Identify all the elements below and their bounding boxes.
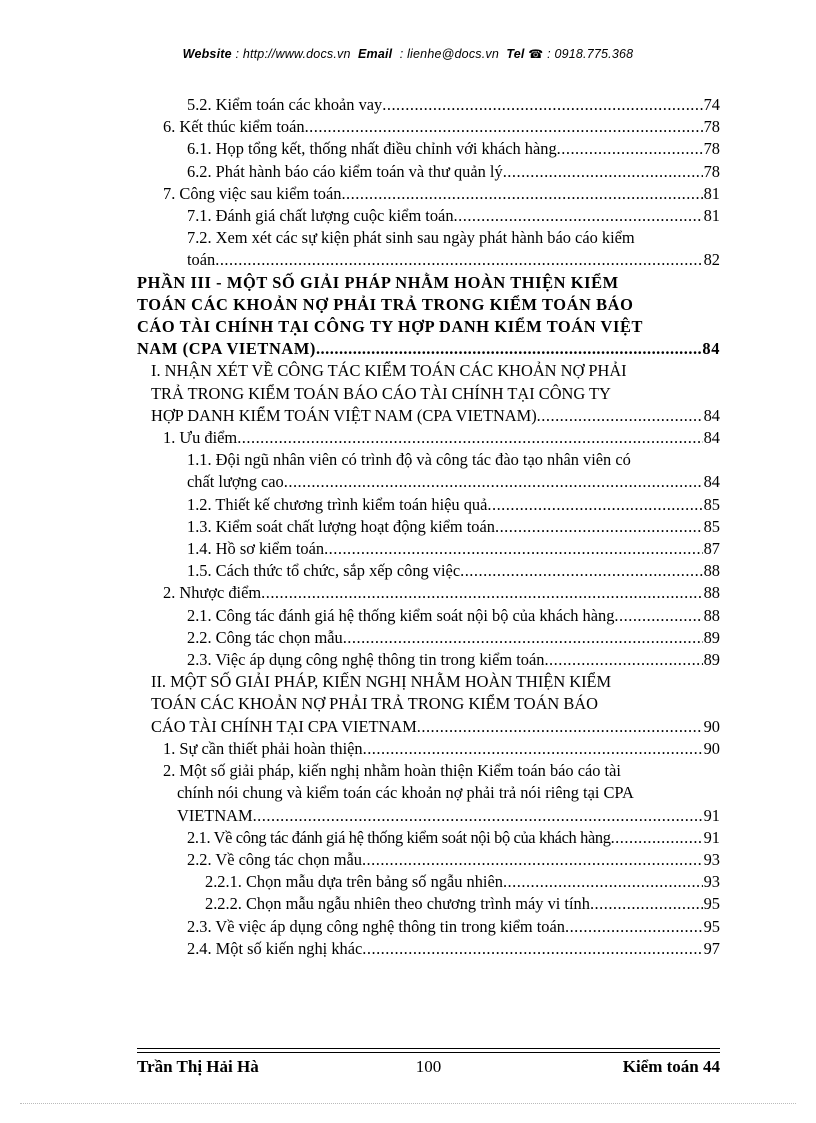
toc-entry[interactable]: 1.3. Kiểm soát chất lượng hoạt động kiểm toán ..... 85	[137, 516, 720, 538]
toc-entry[interactable]: 2. Một số giải pháp, kiến nghị nhằm hoàn thiện Kiểm toán báo cáo tài chính nói chung và kiểm toán các khoản nợ phải trả nói riêng tại CPA VIETNAM ..... 91	[137, 760, 720, 827]
toc-page-number: 93	[703, 849, 720, 869]
toc-page-number: 95	[703, 894, 720, 914]
toc-page-number: 85	[703, 494, 720, 514]
toc-entry[interactable]: 2.2.1. Chọn mẫu dựa trên bảng số ngẫu nhiên ..... 93	[137, 871, 720, 893]
toc-page-number: 85	[703, 516, 720, 536]
page-footer	[137, 1057, 720, 1079]
toc-entry[interactable]: 1.5. Cách thức tổ chức, sắp xếp công việc ..... 88	[137, 560, 720, 582]
toc-entry[interactable]: 1.4. Hồ sơ kiểm toán ..... 87	[137, 538, 720, 560]
toc-page-number: 89	[703, 650, 720, 670]
toc-page-number: 88	[703, 605, 720, 625]
toc-page-number: 89	[703, 627, 720, 647]
toc-page-number: 81	[703, 206, 720, 226]
toc-entry[interactable]: 1. Ưu điểm ..... 84	[137, 427, 720, 449]
tel-value: : 0918.775.368	[547, 47, 634, 61]
toc-page-number: 84	[703, 472, 720, 492]
toc-entry[interactable]: 1.1. Đội ngũ nhân viên có trình độ và công tác đào tạo nhân viên có chất lượng cao ..... 84	[137, 449, 720, 493]
toc-page-number: 87	[703, 539, 720, 559]
toc-page-number: 88	[703, 583, 720, 603]
page-header	[0, 47, 816, 61]
toc-entry[interactable]: 2. Nhược điểm ..... 88	[137, 582, 720, 604]
toc-page-number: 88	[703, 561, 720, 581]
toc-entry[interactable]: 2.2. Công tác chọn mẫu ..... 89	[137, 627, 720, 649]
toc-page-number: 90	[703, 738, 720, 758]
footer-divider	[137, 1048, 720, 1049]
toc-entry-section[interactable]: II. MỘT SỐ GIẢI PHÁP, KIẾN NGHỊ NHẰM HOÀN THIỆN KIỂM TOÁN CÁC KHOẢN NỢ PHẢI TRẢ TRONG KIỂM TOÁN BÁO CÁO TÀI CHÍNH TẠI CPA VIETNAM ..... 90	[137, 671, 720, 738]
toc-entry[interactable]: 2.4. Một số kiến nghị khác ..... 97	[137, 938, 720, 960]
toc-page-number: 84	[703, 405, 720, 425]
email-label: Email	[358, 47, 393, 61]
page-number: 100	[415, 1057, 442, 1076]
toc-entry-part[interactable]: PHẦN III - MỘT SỐ GIẢI PHÁP NHẰM HOÀN THIỆN KIỂM TOÁN CÁC KHOẢN NỢ PHẢI TRẢ TRONG KIỂM TOÁN BÁO CÁO TÀI CHÍNH TẠI CÔNG TY HỢP DANH KIỂM TOÁN VIỆT NAM (CPA VIETNAM) ..... 84	[137, 272, 720, 361]
toc-entry[interactable]: 2.2.2. Chọn mẫu ngẫu nhiên theo chương trình máy vi tính ..... 95	[137, 893, 720, 915]
toc-page-number: 82	[703, 250, 720, 270]
tel-label: Tel	[506, 47, 525, 61]
toc-entry[interactable]: 2.3. Về việc áp dụng công nghệ thông tin trong kiểm toán ..... 95	[137, 916, 720, 938]
toc-entry[interactable]: 1. Sự cần thiết phải hoàn thiện ..... 90	[137, 738, 720, 760]
toc-page-number: 78	[703, 117, 720, 137]
toc-page-number: 78	[703, 161, 720, 181]
class-name: Kiểm toán 44	[622, 1057, 720, 1076]
toc-entry[interactable]: 6.2. Phát hành báo cáo kiểm toán và thư quản lý ..... 78	[137, 161, 720, 183]
toc-page-number: 95	[703, 916, 720, 936]
toc-page-number: 84	[703, 428, 720, 448]
table-of-contents	[137, 94, 720, 960]
toc-entry[interactable]: 2.1. Công tác đánh giá hệ thống kiểm soát nội bộ của khách hàng ..... 88	[137, 605, 720, 627]
website-value[interactable]: : http://www.docs.vn	[235, 47, 351, 61]
toc-page-number: 97	[703, 938, 720, 958]
toc-page-number: 84	[702, 339, 720, 359]
toc-page-number: 78	[703, 139, 720, 159]
toc-page-number: 74	[703, 95, 720, 114]
website-label: Website	[182, 47, 232, 61]
toc-entry[interactable]: 2.1. Về công tác đánh giá hệ thống kiểm soát nội bộ của khách hàng ..... 91	[137, 827, 720, 849]
toc-page-number: 93	[703, 872, 720, 892]
toc-entry[interactable]: 7. Công việc sau kiểm toán ..... 81	[137, 183, 720, 205]
footer-divider-thin	[137, 1052, 720, 1053]
toc-entry[interactable]: 7.2. Xem xét các sự kiện phát sinh sau ngày phát hành báo cáo kiểm toán ..... 82	[137, 227, 720, 271]
toc-entry[interactable]: 2.3. Việc áp dụng công nghệ thông tin trong kiểm toán ..... 89	[137, 649, 720, 671]
toc-entry[interactable]: 2.2. Về công tác chọn mẫu ..... 93	[137, 849, 720, 871]
toc-entry[interactable]: 5.2. Kiểm toán các khoản vay ..... 74	[137, 94, 720, 116]
toc-page-number: 91	[703, 805, 720, 825]
page-edge-divider	[20, 1103, 796, 1104]
toc-entry[interactable]: 6.1. Họp tổng kết, thống nhất điều chỉnh với khách hàng ..... 78	[137, 138, 720, 160]
toc-page-number: 90	[703, 716, 720, 736]
toc-entry[interactable]: 6. Kết thúc kiểm toán ..... 78	[137, 116, 720, 138]
toc-entry-section[interactable]: I. NHẬN XÉT VỀ CÔNG TÁC KIỂM TOÁN CÁC KHOẢN NỢ PHẢI TRẢ TRONG KIỂM TOÁN BÁO CÁO TÀI CHÍNH TẠI CÔNG TY HỢP DANH KIỂM TOÁN VIỆT NAM (CPA VIETNAM) ..... 84	[137, 360, 720, 427]
author-name: Trần Thị Hải Hà	[137, 1057, 259, 1076]
toc-page-number: 91	[703, 827, 720, 847]
toc-entry[interactable]: 1.2. Thiết kế chương trình kiểm toán hiệu quả ..... 85	[137, 494, 720, 516]
phone-icon: ☎	[528, 47, 544, 61]
email-value[interactable]: : lienhe@docs.vn	[399, 47, 499, 61]
toc-page-number: 81	[703, 183, 720, 203]
toc-entry[interactable]: 7.1. Đánh giá chất lượng cuộc kiểm toán ..... 81	[137, 205, 720, 227]
